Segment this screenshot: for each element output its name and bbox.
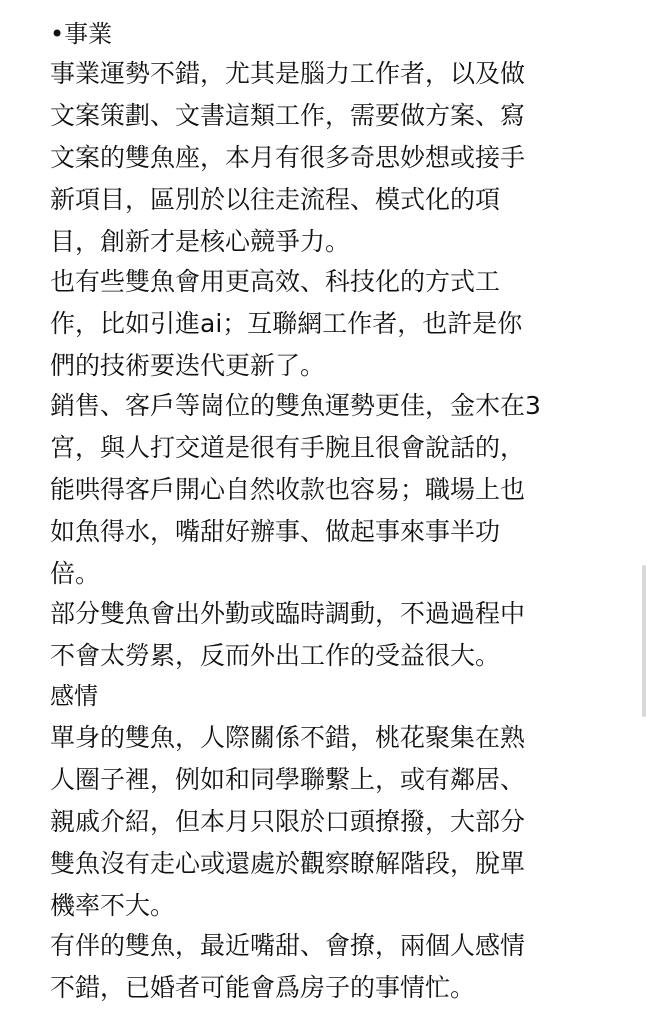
career-paragraph-4-line-1: 部分雙魚會出外勤或臨時調動，不過過程中 <box>50 599 526 628</box>
love-paragraph-1-line-5: 機率不大。 <box>50 891 176 920</box>
career-paragraph-1-line-5: 目，創新才是核心競爭力。 <box>50 227 351 256</box>
love-paragraph-2-line-2: 不錯，已婚者可能會爲房子的事情忙。 <box>50 973 476 1002</box>
career-paragraph-2-line-1: 也有些雙魚會用更高效、科技化的方式工 <box>50 267 501 296</box>
career-paragraph-1-line-2: 文案策劃、文書這類工作，需要做方案、寫 <box>50 101 526 130</box>
love-paragraph-2-line-1: 有伴的雙魚，最近嘴甜、會撩，兩個人感情 <box>50 931 526 960</box>
career-paragraph-3-line-5: 倍。 <box>50 559 101 588</box>
vertical-scrollbar[interactable] <box>642 565 646 717</box>
love-paragraph-1-line-1: 單身的雙魚，人際關係不錯，桃花聚集在熟 <box>50 723 526 752</box>
career-paragraph-3-line-1: 銷售、客戶等崗位的雙魚運勢更佳，金木在3 <box>50 391 541 420</box>
career-paragraph-1-line-3: 文案的雙魚座，本月有很多奇思妙想或接手 <box>50 143 526 172</box>
career-paragraph-2-line-3: 們的技術要迭代更新了。 <box>50 351 326 380</box>
career-paragraph-4-line-2: 不會太勞累，反而外出工作的受益很大。 <box>50 641 501 670</box>
career-paragraph-1-line-4: 新項目，區別於以往走流程、模式化的項 <box>50 185 501 214</box>
career-paragraph-3-line-4: 如魚得水，嘴甜好辦事、做起事來事半功 <box>50 517 501 546</box>
career-heading: •事業 <box>50 20 113 48</box>
career-paragraph-2-line-2: 作，比如引進ai；互聯網工作者，也許是你 <box>50 309 523 338</box>
love-heading: 感情 <box>50 682 98 710</box>
career-paragraph-3-line-3: 能哄得客戶開心自然收款也容易；職場上也 <box>50 475 526 504</box>
love-paragraph-1-line-3: 親戚介紹，但本月只限於口頭撩撥，大部分 <box>50 807 526 836</box>
love-paragraph-1-line-4: 雙魚沒有走心或還處於觀察瞭解階段，脫單 <box>50 849 526 878</box>
love-paragraph-1-line-2: 人圈子裡，例如和同學聯繫上，或有鄰居、 <box>50 765 526 794</box>
career-paragraph-1-line-1: 事業運勢不錯，尤其是腦力工作者，以及做 <box>50 59 526 88</box>
career-paragraph-3-line-2: 宮，與人打交道是很有手腕且很會說話的， <box>50 433 526 462</box>
